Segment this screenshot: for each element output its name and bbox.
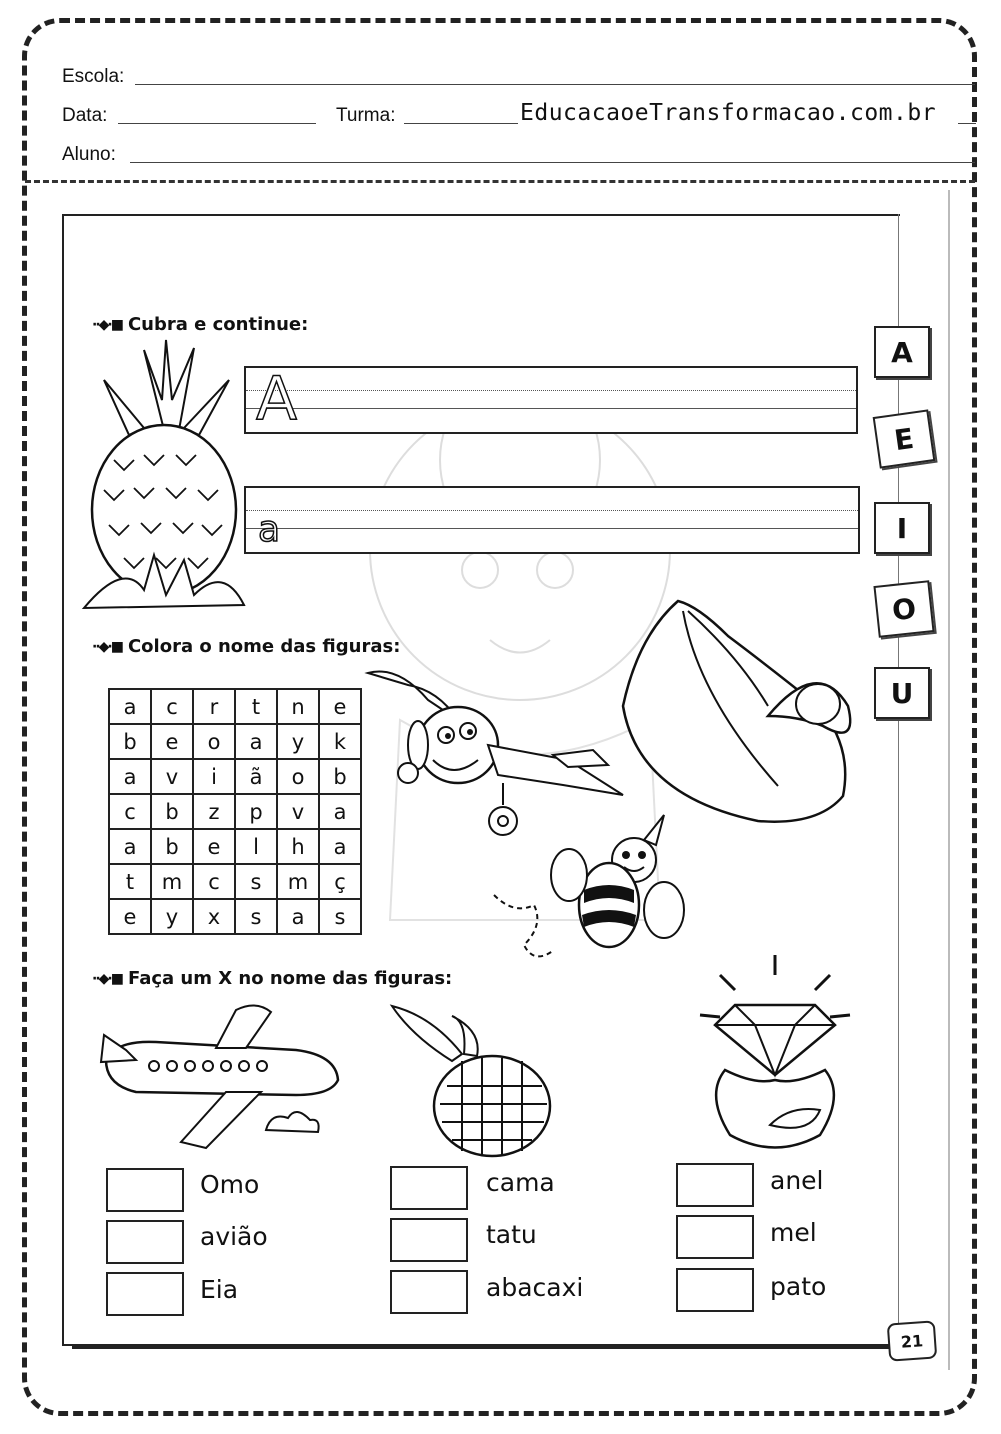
- grid-cell[interactable]: ã: [235, 759, 277, 794]
- vowel-tile-a: A: [874, 326, 930, 378]
- grid-cell[interactable]: c: [151, 689, 193, 724]
- checkbox-abacaxi[interactable]: [390, 1270, 468, 1314]
- option-mel: mel: [770, 1218, 817, 1247]
- grid-cell[interactable]: x: [193, 899, 235, 934]
- student-field[interactable]: [130, 162, 975, 163]
- date-label: Data:: [62, 105, 108, 126]
- page-number: 21: [887, 1320, 938, 1361]
- instruction-color: [92, 636, 400, 657]
- school-label: Escola:: [62, 66, 125, 87]
- grid-cell[interactable]: m: [151, 864, 193, 899]
- instruction-trace-text: Cubra e continue:: [127, 314, 309, 335]
- grid-row: [109, 864, 361, 899]
- grid-cell[interactable]: t: [109, 864, 151, 899]
- instruction-mark-x: [92, 968, 452, 989]
- airplane-icon: [96, 1000, 341, 1150]
- grid-cell[interactable]: a: [277, 899, 319, 934]
- grid-cell[interactable]: t: [235, 689, 277, 724]
- checkbox-aviao[interactable]: [106, 1220, 184, 1264]
- class-field[interactable]: [404, 123, 518, 124]
- grid-cell[interactable]: a: [319, 829, 361, 864]
- option-omo: Omo: [200, 1170, 260, 1199]
- grid-cell[interactable]: a: [319, 794, 361, 829]
- grid-cell[interactable]: p: [235, 794, 277, 829]
- grid-cell[interactable]: b: [151, 794, 193, 829]
- grid-row: [109, 829, 361, 864]
- grid-cell[interactable]: a: [109, 689, 151, 724]
- checkbox-mel[interactable]: [676, 1215, 754, 1259]
- pineapple-icon: [84, 340, 244, 620]
- grid-cell[interactable]: b: [319, 759, 361, 794]
- grid-cell[interactable]: y: [151, 899, 193, 934]
- option-pato: pato: [770, 1272, 827, 1301]
- word-search-grid: [108, 688, 362, 935]
- instruction-trace: [92, 314, 308, 335]
- grid-cell[interactable]: o: [193, 724, 235, 759]
- grid-cell[interactable]: b: [151, 829, 193, 864]
- option-cama: cama: [486, 1168, 555, 1197]
- checkbox-pato[interactable]: [676, 1268, 754, 1312]
- grid-cell[interactable]: i: [193, 759, 235, 794]
- class-field-end: [958, 123, 976, 124]
- vowel-tile-i: I: [874, 502, 930, 554]
- grid-cell[interactable]: r: [193, 689, 235, 724]
- website-watermark: EducacaoeTransformacao.com.br: [520, 100, 937, 126]
- instruction-color-text: Colora o nome das figuras:: [127, 636, 401, 657]
- grid-cell[interactable]: a: [109, 829, 151, 864]
- trace-letter-uppercase: A: [256, 364, 298, 434]
- bullet-icon: ··◆·■: [92, 638, 122, 655]
- grid-row: [109, 689, 361, 724]
- grid-cell[interactable]: l: [235, 829, 277, 864]
- workbook-page-right: [898, 214, 899, 1334]
- option-aviao: avião: [200, 1222, 268, 1251]
- header-separator: [25, 180, 975, 183]
- grid-cell[interactable]: h: [277, 829, 319, 864]
- grid-cell[interactable]: b: [109, 724, 151, 759]
- workbook-page-bottom: [72, 1346, 912, 1349]
- vowel-tile-e: E: [873, 409, 936, 468]
- grid-cell[interactable]: m: [277, 864, 319, 899]
- grid-row: [109, 724, 361, 759]
- student-label: Aluno:: [62, 144, 116, 165]
- ring-icon: [700, 955, 870, 1155]
- checkbox-cama[interactable]: [390, 1166, 468, 1210]
- tracing-row-lowercase[interactable]: [244, 486, 860, 554]
- option-anel: anel: [770, 1166, 824, 1195]
- grid-cell[interactable]: c: [109, 794, 151, 829]
- grid-cell[interactable]: e: [109, 899, 151, 934]
- grid-cell[interactable]: n: [277, 689, 319, 724]
- grid-row: [109, 794, 361, 829]
- option-tatu: tatu: [486, 1220, 537, 1249]
- bullet-icon: ··◆·■: [92, 316, 122, 333]
- grid-cell[interactable]: e: [193, 829, 235, 864]
- tracing-row-uppercase[interactable]: [244, 366, 858, 434]
- grid-cell[interactable]: k: [319, 724, 361, 759]
- grid-cell[interactable]: z: [193, 794, 235, 829]
- grid-cell[interactable]: a: [235, 724, 277, 759]
- option-eia: Eia: [200, 1275, 239, 1304]
- checkbox-tatu[interactable]: [390, 1218, 468, 1262]
- checkbox-omo[interactable]: [106, 1168, 184, 1212]
- date-field[interactable]: [118, 123, 316, 124]
- grid-row: [109, 899, 361, 934]
- grid-cell[interactable]: ç: [319, 864, 361, 899]
- class-label: Turma:: [336, 105, 396, 126]
- book-page-edge: [948, 190, 962, 1370]
- grid-cell[interactable]: c: [193, 864, 235, 899]
- grid-cell[interactable]: v: [277, 794, 319, 829]
- checkbox-anel[interactable]: [676, 1163, 754, 1207]
- grid-row: [109, 759, 361, 794]
- checkbox-eia[interactable]: [106, 1272, 184, 1316]
- school-field[interactable]: [135, 84, 975, 85]
- bee-icon: [494, 815, 704, 975]
- pineapple-small-icon: [392, 1006, 557, 1156]
- option-abacaxi: abacaxi: [486, 1273, 584, 1302]
- grid-cell[interactable]: a: [109, 759, 151, 794]
- vowel-tile-u: U: [874, 667, 930, 719]
- grid-cell[interactable]: y: [277, 724, 319, 759]
- avocado-icon: [618, 596, 858, 836]
- grid-cell[interactable]: v: [151, 759, 193, 794]
- vowel-tile-o: O: [873, 580, 934, 638]
- bullet-icon: ··◆·■: [92, 970, 122, 987]
- grid-cell[interactable]: s: [235, 864, 277, 899]
- grid-cell[interactable]: s: [235, 899, 277, 934]
- instruction-mark-x-text: Faça um X no nome das figuras:: [127, 968, 453, 989]
- grid-cell[interactable]: e: [319, 689, 361, 724]
- grid-cell[interactable]: o: [277, 759, 319, 794]
- grid-cell[interactable]: s: [319, 899, 361, 934]
- grid-cell[interactable]: e: [151, 724, 193, 759]
- trace-letter-lowercase: a: [258, 509, 281, 550]
